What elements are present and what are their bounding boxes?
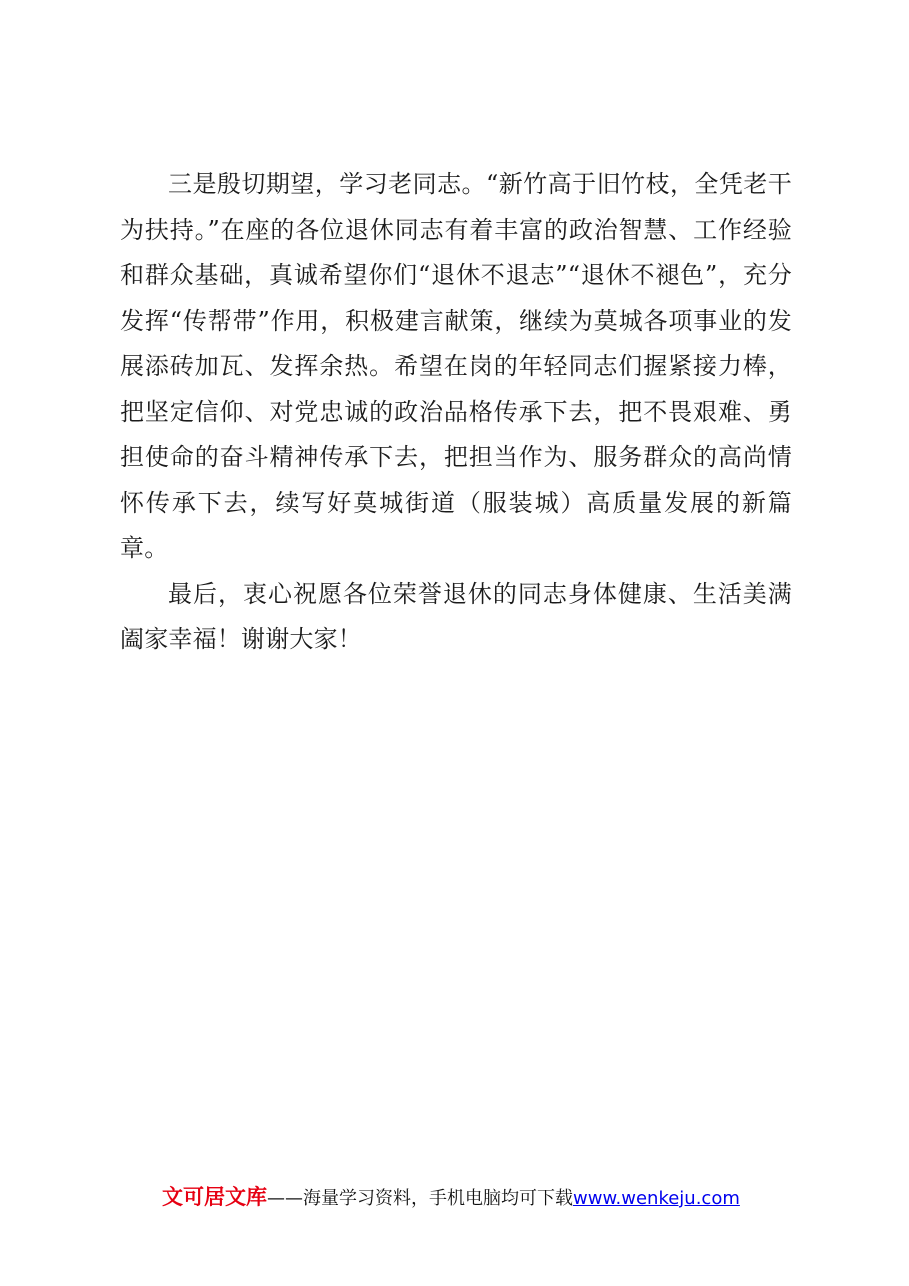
document-body bbox=[120, 162, 792, 663]
footer-banner bbox=[162, 1183, 782, 1213]
footer-dash: —— bbox=[267, 1188, 303, 1209]
paragraph-expectations: 三是殷切期望，学习老同志。“新竹高于旧竹枝，全凭老干为扶持。”在座的各位退休同志有着丰富的政治智慧、工作经验和群众基础，真诚希望你们“退休不退志”“退休不褪色”，充分发挥“传帮带”作用，积极建言献策，继续为莫城各项事业的发展添砖加瓦、发挥余热。希望在岗的年轻同志们握紧接力棒，把坚定信仰、对党忠诚的政治品格传承下去，把不畏艰难、勇担使命的奋斗精神传承下去，把担当作为、服务群众的高尚情怀传承下去，续写好莫城街道（服装城）高质量发展的新篇章。 bbox=[120, 170, 792, 562]
paragraph-closing: 最后，衷心祝愿各位荣誉退休的同志身体健康、生活美满阖家幸福！谢谢大家！ bbox=[120, 579, 792, 653]
footer-tagline: 海量学习资料，手机电脑均可下载 bbox=[303, 1188, 573, 1209]
footer-brand: 文可居文库 bbox=[162, 1185, 267, 1209]
footer-website-link[interactable]: www.wenkeju.com bbox=[573, 1188, 740, 1209]
